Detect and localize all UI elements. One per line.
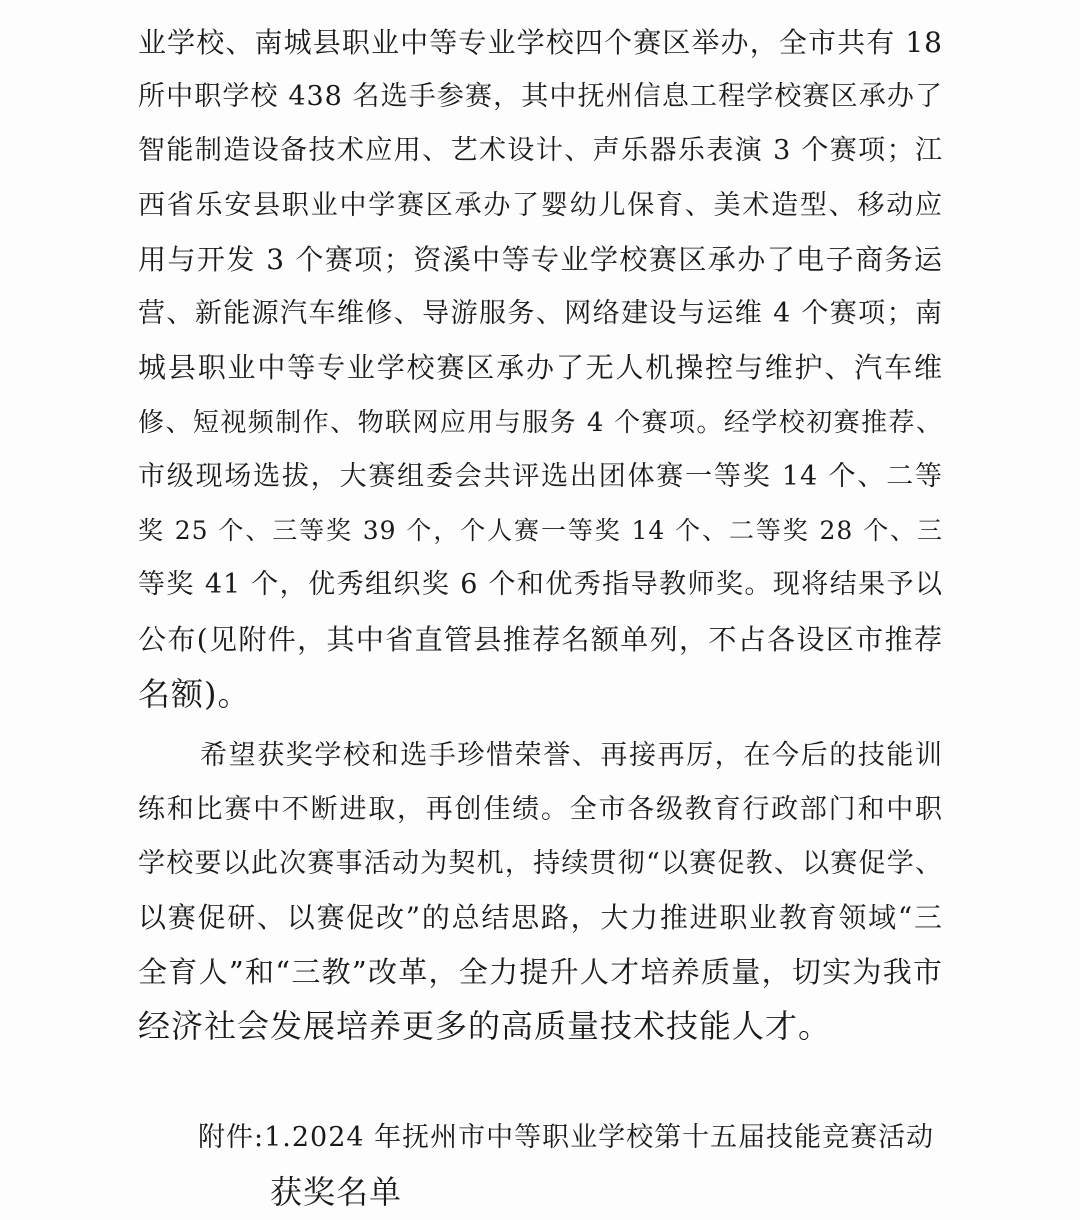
paragraph1-line-13: 名额)。: [138, 675, 251, 713]
paragraph2-line-2: 练和比赛中不断进取，再创佳绩。全市各级教育行政部门和中职: [138, 794, 943, 825]
paragraph1-line-6: 营、新能源汽车维修、导游服务、网络建设与运维 4 个赛项；南: [138, 298, 943, 329]
paragraph2-line-1: 希望获奖学校和选手珍惜荣誉、再接再厉，在今后的技能训: [200, 740, 943, 771]
paragraph1-line-8: 修、短视频制作、物联网应用与服务 4 个赛项。经学校初赛推荐、: [138, 408, 943, 438]
paragraph1-line-7: 城县职业中等专业学校赛区承办了无人机操控与维护、汽车维: [138, 351, 943, 384]
paragraph1-line-10: 奖 25 个、三等奖 39 个，个人赛一等奖 14 个、二等奖 28 个、三: [138, 516, 943, 545]
paragraph2-line-6: 经济社会发展培养更多的高质量技术技能人才。: [138, 1007, 832, 1045]
paragraph1-line-2: 所中职学校 438 名选手参赛，其中抚州信息工程学校赛区承办了: [138, 81, 943, 112]
paragraph1-line-12: 公布(见附件，其中省直管县推荐名额单列，不占各设区市推荐: [138, 623, 943, 656]
paragraph2-line-5: 全育人”和“三教”改革，全力提升人才培养质量，切实为我市: [138, 955, 943, 989]
paragraph1-line-11: 等奖 41 个，优秀组织奖 6 个和优秀指导教师奖。现将结果予以: [138, 569, 943, 600]
paragraph1-line-4: 西省乐安县职业中学赛区承办了婴幼儿保育、美术造型、移动应: [138, 190, 943, 221]
paragraph1-line-5: 用与开发 3 个赛项；资溪中等专业学校赛区承办了电子商务运: [138, 243, 943, 276]
paragraph2-line-3: 学校要以此次赛事活动为契机，持续贯彻“以赛促教、以赛促学、: [138, 848, 943, 879]
attachment-line-1: 附件:1.2024 年抚州市中等职业学校第十五届技能竞赛活动: [198, 1122, 935, 1153]
paragraph1-line-9: 市级现场选拔，大赛组委会共评选出团体赛一等奖 14 个、二等: [138, 461, 943, 492]
paragraph2-line-4: 以赛促研、以赛促改”的总结思路，大力推进职业教育领域“三: [138, 901, 943, 934]
attachment-line-2: 获奖名单: [270, 1173, 403, 1211]
paragraph1-line-3: 智能制造设备技术应用、艺术设计、声乐器乐表演 3 个赛项；江: [138, 135, 943, 166]
paragraph1-line-1: 业学校、南城县职业中等专业学校四个赛区举办，全市共有 18: [138, 26, 943, 59]
